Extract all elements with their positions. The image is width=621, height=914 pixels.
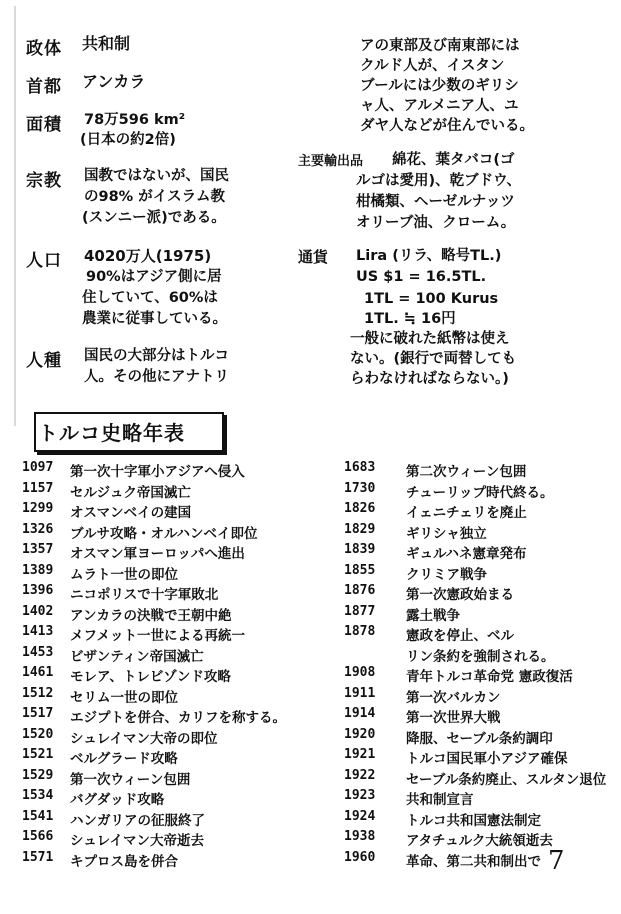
timeline-event: ベルグラード攻略: [70, 751, 178, 767]
timeline-event: クリミア戦争: [406, 566, 487, 583]
timeline-title: トルコ史略年表: [38, 421, 185, 445]
timeline-event: ニコポリスで十字軍敗北: [70, 587, 219, 603]
timeline-year: 1877: [344, 603, 376, 619]
timeline-year: 1541: [22, 808, 54, 824]
religion-label: 宗教: [26, 171, 62, 191]
timeline-year: 1453: [22, 644, 54, 660]
timeline-year: 1826: [344, 501, 376, 516]
timeline-event: 第一次憲政始まる: [406, 587, 514, 603]
currency-line-4: 1TL. ≒ 16円: [364, 311, 456, 327]
timeline-event: ブルサ攻略・オルハンベイ即位: [70, 525, 258, 542]
timeline-year: 1389: [22, 562, 54, 578]
timeline-year: 1683: [344, 460, 376, 475]
timeline-year: 1529: [22, 767, 54, 783]
timeline-event: エジプトを併合、カリフを称する。: [70, 710, 286, 726]
race-line-2: 人。その他にアナトリ: [84, 369, 229, 385]
timeline-year: 1413: [22, 624, 54, 639]
religion-line-1: 国教ではないが、国民: [84, 168, 229, 184]
exports-line-2: ルゴは愛用)、乾ブドウ、: [356, 173, 521, 189]
timeline-event: オスマンベイの建国: [70, 505, 192, 521]
timeline-event: ハンガリアの征服終了: [70, 812, 205, 829]
timeline-event: 第一次世界大戦: [406, 710, 501, 726]
timeline-year: 1839: [344, 542, 376, 557]
timeline-year: 1920: [344, 726, 376, 742]
population-line-1: 4020万人(1975): [84, 247, 212, 265]
exports-line-3: 柑橘類、ヘーゼルナッツ: [356, 194, 515, 210]
race-cont-line-1: アの東部及び南東部には: [360, 38, 520, 54]
govt-value: 共和制: [82, 34, 131, 53]
timeline-event: バグダッド攻略: [70, 792, 165, 808]
timeline-year: 1914: [344, 706, 376, 721]
timeline-event: 共和制宣言: [406, 792, 474, 808]
timeline-event: モレア、トレビゾンド攻略: [70, 669, 231, 685]
timeline-year: 1520: [22, 726, 54, 742]
timeline-year: 1730: [344, 480, 376, 496]
timeline-event: セーブル条約廃止、スルタン退位: [406, 771, 607, 788]
timeline-year: 1566: [22, 829, 54, 844]
timeline-year: 1326: [22, 521, 54, 537]
timeline-event: 第一次十字軍小アジアへ侵入: [70, 464, 245, 480]
exports-label: 主要輸出品: [298, 154, 364, 169]
timeline-event: チューリップ時代終る。: [406, 484, 554, 501]
timeline-event: ビザンティン帝国滅亡: [70, 648, 204, 665]
population-label: 人口: [26, 251, 62, 271]
race-cont-line-2: クルド人が、イスタン: [360, 58, 505, 74]
currency-line-1: Lira (リラ、略号TL.): [356, 248, 502, 264]
timeline-event: オスマン軍ヨーロッパへ進出: [70, 546, 245, 562]
govt-label: 政体: [26, 39, 62, 59]
timeline-year: 1938: [344, 829, 376, 844]
timeline-event: シュレイマン大帝の即位: [70, 730, 218, 747]
timeline-year: 1829: [344, 521, 376, 537]
scan-edge-line: [14, 6, 16, 426]
population-line-4: 農業に従事している。: [82, 311, 227, 327]
timeline-event: トルコ共和国憲法制定: [406, 812, 541, 829]
timeline-year: 1461: [22, 665, 54, 680]
timeline-year: 1960: [344, 849, 376, 865]
timeline-event: 降服、セーブル条約調印: [406, 730, 553, 747]
timeline-year: 1911: [344, 685, 376, 701]
exports-line-1: 綿花、葉タバコ(ゴ: [392, 152, 515, 168]
timeline-event: アタチュルク大統領逝去: [406, 833, 553, 849]
timeline-year: 1512: [22, 685, 54, 701]
timeline-event: メフメット一世による再統一: [70, 628, 245, 644]
timeline-event: 憲政を停止、ベル: [406, 628, 514, 644]
timeline-year: 1402: [22, 603, 54, 619]
timeline-year: 1878: [344, 624, 376, 639]
timeline-event: 第二次ウィーン包囲: [406, 464, 527, 480]
timeline-event: 革命、第二共和制出で: [406, 853, 541, 870]
timeline-event: シュレイマン大帝逝去: [70, 833, 205, 849]
population-line-3: 住していて、60%は: [82, 290, 218, 306]
capital-label: 首都: [26, 77, 62, 97]
currency-line-6: ない。(銀行で両替しても: [350, 351, 517, 367]
currency-label: 通貨: [298, 248, 329, 266]
area-label: 面積: [26, 115, 62, 135]
currency-line-5: 一般に破れた紙幣は使え: [350, 331, 510, 347]
timeline-event: イェニチェリを廃止: [406, 505, 527, 521]
race-cont-line-5: ダヤ人などが住んでいる。: [360, 118, 534, 134]
timeline-event: トルコ国民軍小アジア確保: [406, 751, 568, 767]
timeline-event: ムラト一世の即位: [70, 566, 178, 583]
timeline-year: 1357: [22, 542, 54, 557]
timeline-year: 1571: [22, 849, 54, 865]
currency-line-7: らわなければならない。): [350, 371, 509, 387]
currency-line-3: 1TL = 100 Kurus: [364, 291, 499, 307]
religion-line-2: の98% がイスラム教: [84, 189, 225, 205]
timeline-year: 1534: [22, 788, 54, 803]
race-label: 人種: [26, 351, 62, 371]
capital-value: アンカラ: [82, 72, 146, 91]
page-number: 7: [548, 846, 565, 876]
timeline-year: 1517: [22, 706, 54, 721]
timeline-year: 1876: [344, 583, 376, 598]
area-line-1: 78万596 km²: [84, 112, 186, 128]
timeline-event: 露土戦争: [406, 607, 460, 624]
timeline-event: リン条約を強制される。: [406, 648, 555, 665]
timeline-year: 1908: [344, 665, 376, 680]
timeline-event: 第一次ウィーン包囲: [70, 771, 191, 788]
exports-line-4: オリーブ油、クローム。: [356, 215, 516, 231]
religion-line-3: (スンニー派)である。: [82, 210, 226, 226]
currency-line-2: US $1 = 16.5TL.: [356, 269, 487, 285]
population-line-2: 90%はアジア側に居: [86, 269, 222, 285]
timeline-event: 青年トルコ革命党 憲政復活: [406, 669, 573, 685]
timeline-year: 1922: [344, 767, 376, 783]
timeline-event: セリム一世の即位: [70, 689, 178, 706]
timeline-year: 1921: [344, 747, 376, 762]
race-cont-line-4: ャ人、アルメニア人、ユ: [360, 98, 519, 114]
race-cont-line-3: ブールには少数のギリシ: [360, 78, 519, 94]
timeline-year: 1923: [344, 788, 376, 803]
timeline-year: 1097: [22, 460, 54, 475]
race-line-1: 国民の大部分はトルコ: [84, 348, 229, 364]
area-line-2: (日本の約2倍): [80, 132, 176, 148]
timeline-year: 1521: [22, 747, 54, 762]
timeline-event: ギリシャ独立: [406, 525, 487, 542]
timeline-year: 1396: [22, 583, 54, 598]
timeline-event: アンカラの決戦で王朝中絶: [70, 607, 232, 624]
timeline-year: 1157: [22, 480, 54, 496]
timeline-event: ギュルハネ憲章発布: [406, 546, 527, 562]
timeline-year: 1855: [344, 562, 376, 578]
timeline-year: 1924: [344, 808, 376, 824]
timeline-event: 第一次バルカン: [406, 689, 501, 706]
timeline-event: セルジュク帝国滅亡: [70, 484, 191, 501]
timeline-event: キプロス島を併合: [70, 853, 178, 870]
timeline-year: 1299: [22, 501, 54, 516]
